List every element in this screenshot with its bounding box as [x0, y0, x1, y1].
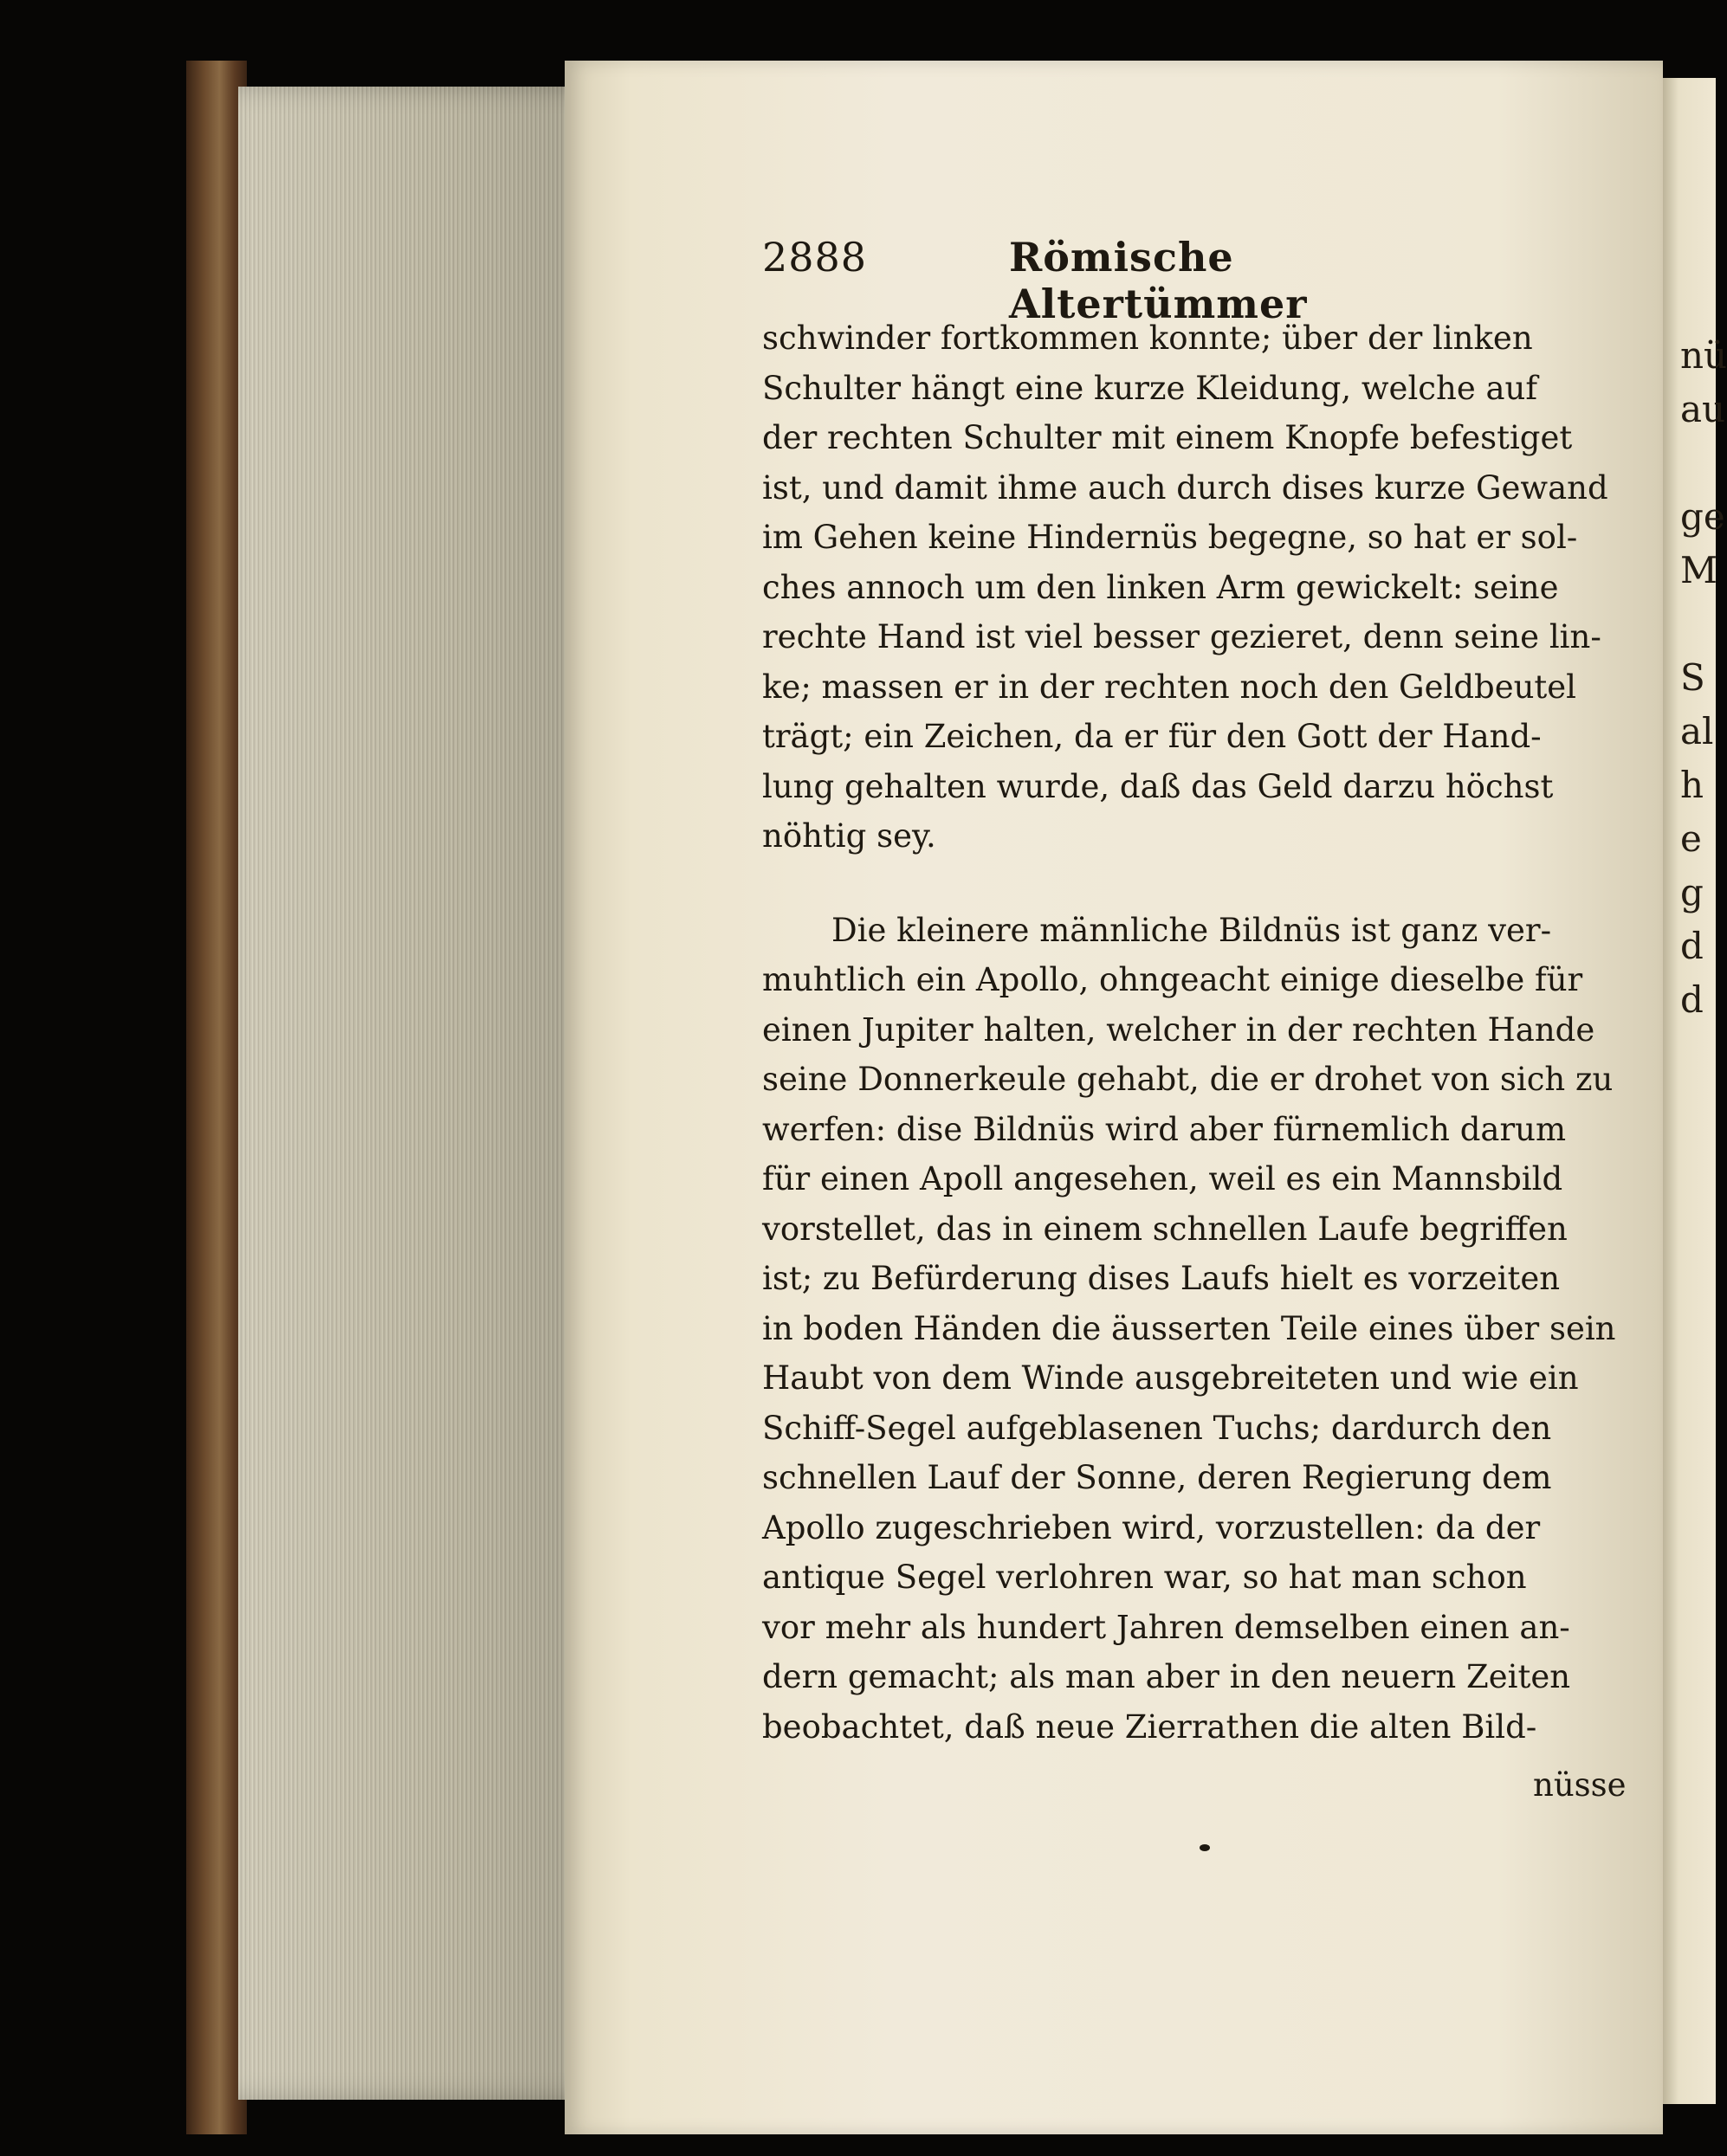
text-line: rechte Hand ist viel besser gezieret, denn seine lin- [762, 618, 1601, 655]
text-line: vor mehr als hundert Jahren demselben einen an- [762, 1608, 1570, 1646]
facing-fragment: S [1680, 656, 1705, 699]
text-line: beobachtet, daß neue Zierrathen die alten Bild- [762, 1707, 1537, 1746]
facing-page-fragments [1680, 329, 1727, 1281]
text-line: muhtlich ein Apollo, ohngeacht einige dieselbe für [762, 961, 1583, 998]
text-line: für einen Apoll angesehen, weil es ein Mannsbild [762, 1160, 1563, 1197]
text-line: schwinder fortkommen konnte; über der linken [762, 320, 1533, 357]
facing-fragment: d [1680, 978, 1704, 1021]
paragraph [762, 313, 1628, 862]
text-line: ke; massen er in der rechten noch den Geldbeutel [762, 668, 1577, 706]
facing-fragment [1680, 436, 1719, 490]
text-line: im Gehen keine Hindernüs begegne, so hat er sol- [762, 519, 1578, 556]
facing-fragment: nü [1680, 334, 1727, 377]
facing-fragment: au [1680, 388, 1726, 430]
text-line: Schiff-Segel aufgeblasenen Tuchs; dardurch den [762, 1409, 1552, 1447]
text-line: trägt; ein Zeichen, da er für den Gott der Hand- [762, 718, 1542, 755]
text-line: in boden Händen die äusserten Teile eines über sein [762, 1309, 1616, 1347]
paragraph-gap [762, 862, 1628, 906]
text-line: der rechten Schulter mit einem Knopfe befestiget [762, 419, 1573, 456]
text-line: ist, und damit ihme auch durch dises kurze Gewand [762, 468, 1608, 507]
text-line: ist; zu Befürderung dises Laufs hielt es vorzeiten [762, 1260, 1561, 1297]
facing-fragment: h [1680, 764, 1704, 806]
text-line: dern gemacht; als man aber in den neuern Zeiten [762, 1658, 1571, 1695]
text-line: ches annoch um den linken Arm gewickelt: seine [762, 568, 1559, 606]
text-line: Haubt von dem Winde ausgebreiteten und wie ein [762, 1359, 1579, 1397]
ink-mark [1200, 1844, 1210, 1851]
paragraph [762, 906, 1628, 1753]
text-line: nöhtig sey. [762, 817, 936, 855]
text-line: Die kleinere männliche Bildnüs ist ganz ver- [831, 911, 1552, 949]
text-line: lung gehalten wurde, daß das Geld darzu höchst [762, 767, 1554, 805]
facing-fragment: M [1680, 549, 1718, 591]
page-number: 2888 [762, 234, 868, 281]
body-text [762, 313, 1628, 1752]
facing-fragment: e [1680, 817, 1702, 860]
page-title: Römische Altertümmer [1009, 234, 1308, 327]
text-line: schnellen Lauf der Sonne, deren Regierung dem [762, 1459, 1552, 1496]
text-line: werfen: dise Bildnüs wird aber fürnemlich darum [762, 1110, 1567, 1148]
facing-fragment: ge [1680, 495, 1725, 538]
running-head [762, 234, 1446, 327]
catchword: nüsse [1533, 1766, 1627, 1804]
facing-fragment: d [1680, 925, 1704, 967]
facing-fragment [1680, 597, 1719, 651]
facing-fragment: al [1680, 710, 1714, 752]
text-line: Schulter hängt eine kurze Kleidung, welche auf [762, 369, 1538, 407]
text-line: einen Jupiter halten, welcher in der rechten Hande [762, 1010, 1595, 1049]
text-line: Apollo zugeschrieben wird, vorzustellen: da der [762, 1508, 1541, 1546]
text-line: seine Donnerkeule gehabt, die er drohet von sich zu [762, 1061, 1614, 1098]
text-line: vorstellet, das in einem schnellen Laufe begriffen [762, 1210, 1568, 1248]
facing-fragment: g [1680, 871, 1704, 913]
text-line: antique Segel verlohren war, so hat man schon [762, 1559, 1527, 1596]
